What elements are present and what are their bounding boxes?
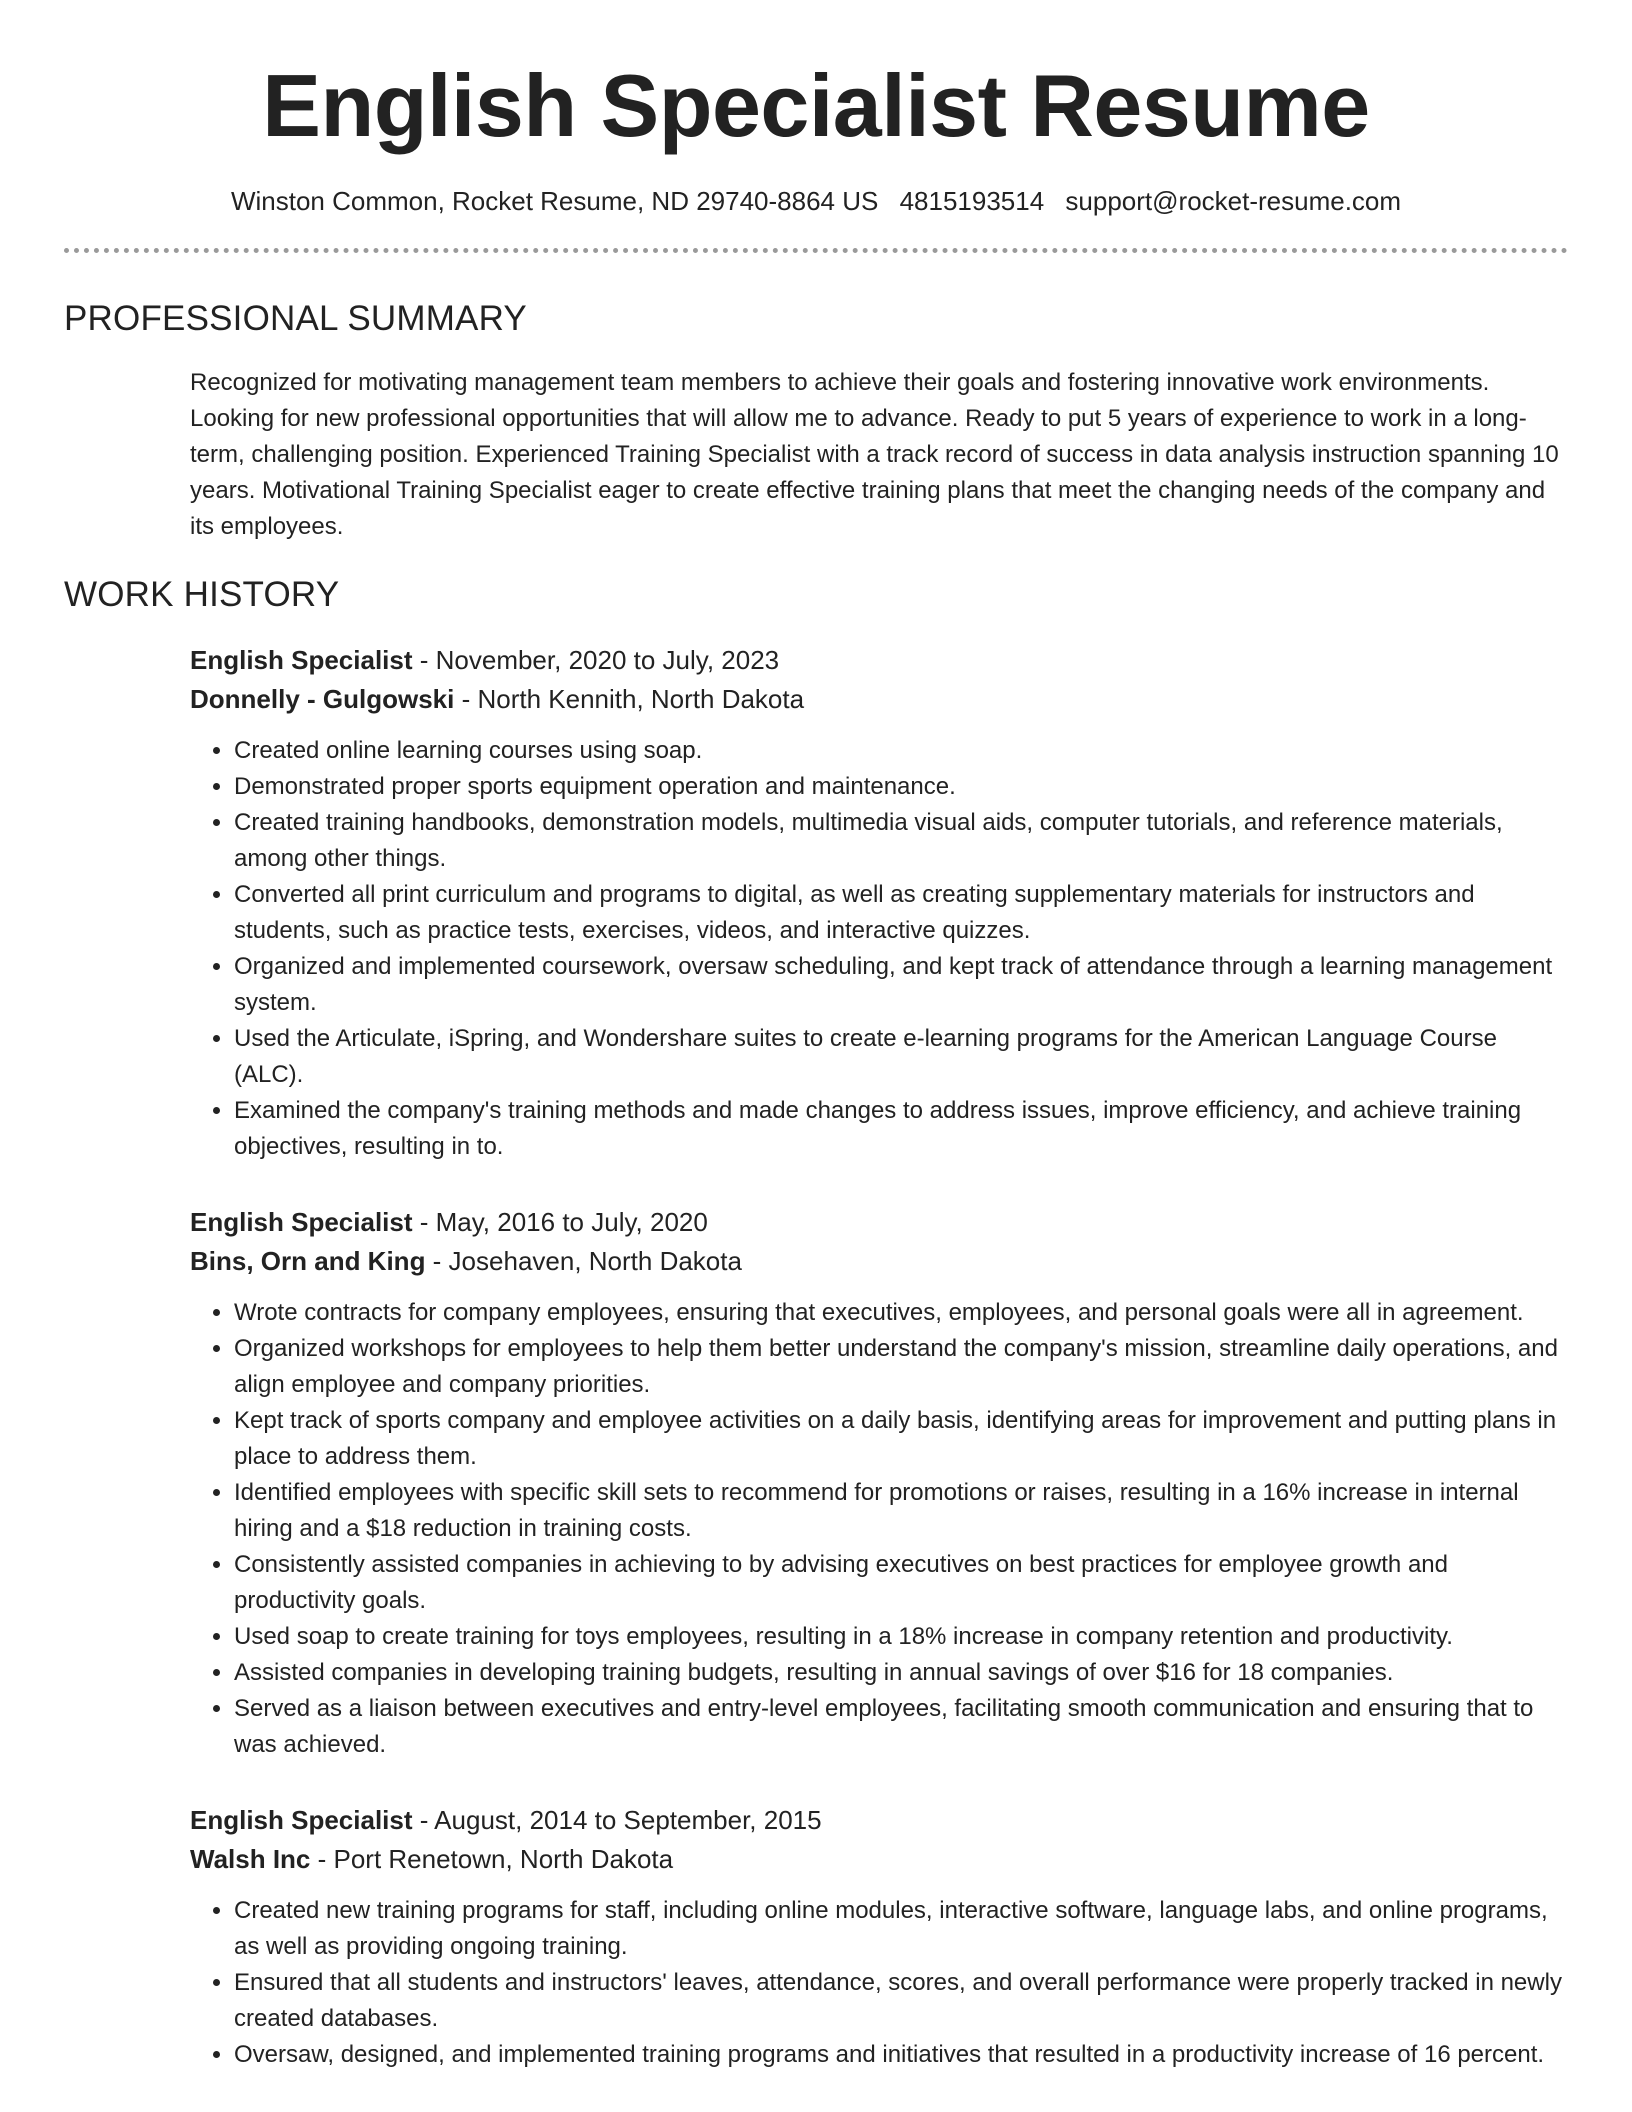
job-bullet: • Consistently assisted companies in achieving to by advising executives on best practices for employee growth and productivity goals. [234, 1547, 1568, 1619]
job-title-line [190, 1801, 1568, 1840]
summary-text: Recognized for motivating management team members to achieve their goals and fostering innovative work environments. Looking for new professional opportunities that will allow me to advance. Ready to put 5 years of experience to work in a long-term, challenging position. Experienced Training Specialist with a track record of success in data analysis instruction spanning 10 years. Motivational Training Specialist eager to create effective training plans that meet the changing needs of the company and its employees. [190, 369, 1559, 540]
contact-address: Winston Common, Rocket Resume, ND 29740-8864 US [230, 186, 879, 216]
job-dates: - November, 2020 to July, 2023 [412, 645, 780, 675]
resume-title: English Specialist Resume [262, 56, 1370, 155]
header-divider [64, 248, 1568, 253]
job-bullet: • Demonstrated proper sports equipment operation and maintenance. [234, 769, 1568, 805]
contact-email: support@rocket-resume.com [1065, 186, 1402, 216]
job-title-line [190, 1203, 1568, 1242]
job-title: English Specialist [190, 645, 413, 675]
job-bullet: • Created online learning courses using soap. [234, 733, 1568, 769]
job-list [190, 641, 1568, 2073]
job-entry [190, 1203, 1568, 1763]
job-company-line [190, 1242, 1568, 1281]
job-bullet: • Oversaw, designed, and implemented training programs and initiatives that resulted in a productivity increase of 16 percent. [234, 2037, 1568, 2073]
job-bullet: • Organized workshops for employees to help them better understand the company's mission, streamline daily operations, and align employee and company priorities. [234, 1331, 1568, 1403]
job-dates: - August, 2014 to September, 2015 [412, 1805, 822, 1835]
job-bullet-list [190, 1295, 1568, 1763]
work-history-section [64, 573, 1568, 2073]
job-location: - North Kennith, North Dakota [454, 684, 805, 714]
job-dates: - May, 2016 to July, 2020 [412, 1207, 708, 1237]
job-bullet: • Converted all print curriculum and programs to digital, as well as creating supplementary materials for instructors and students, such as practice tests, exercises, videos, and interactive quizzes. [234, 877, 1568, 949]
job-bullet: • Ensured that all students and instructors' leaves, attendance, scores, and overall performance were properly tracked in newly created databases. [234, 1965, 1568, 2037]
resume-header [64, 0, 1568, 218]
professional-summary-section [64, 297, 1568, 545]
job-title: English Specialist [190, 1805, 413, 1835]
job-bullet: • Assisted companies in developing training budgets, resulting in annual savings of over $16 for 18 companies. [234, 1655, 1568, 1691]
job-bullet: • Wrote contracts for company employees, ensuring that executives, employees, and personal goals were all in agreement. [234, 1295, 1568, 1331]
job-location: - Josehaven, North Dakota [425, 1246, 742, 1276]
job-company-line [190, 1840, 1568, 1879]
contact-phone: 4815193514 [899, 186, 1045, 216]
job-company: Walsh Inc [190, 1844, 311, 1874]
job-company-line [190, 680, 1568, 719]
job-bullet: • Created new training programs for staff, including online modules, interactive software, language labs, and online programs, as well as providing ongoing training. [234, 1893, 1568, 1965]
job-bullet: • Examined the company's training methods and made changes to address issues, improve efficiency, and achieve training objectives, resulting in to. [234, 1093, 1568, 1165]
job-bullet: • Used soap to create training for toys employees, resulting in a 18% increase in company retention and productivity. [234, 1619, 1568, 1655]
job-bullet: • Served as a liaison between executives and entry-level employees, facilitating smooth communication and ensuring that to was achieved. [234, 1691, 1568, 1763]
job-bullet: • Used the Articulate, iSpring, and Wondershare suites to create e-learning programs for the American Language Course (ALC). [234, 1021, 1568, 1093]
job-bullet: • Kept track of sports company and employee activities on a daily basis, identifying areas for improvement and putting plans in place to address them. [234, 1403, 1568, 1475]
job-bullet: • Identified employees with specific skill sets to recommend for promotions or raises, resulting in a 16% increase in internal hiring and a $18 reduction in training costs. [234, 1475, 1568, 1547]
job-title-line [190, 641, 1568, 680]
job-bullet: • Organized and implemented coursework, oversaw scheduling, and kept track of attendance through a learning management system. [234, 949, 1568, 1021]
job-bullet: • Created training handbooks, demonstration models, multimedia visual aids, computer tutorials, and reference materials, among other things. [234, 805, 1568, 877]
job-bullet-list [190, 1893, 1568, 2073]
job-bullet-list [190, 733, 1568, 1165]
job-company: Donnelly - Gulgowski [190, 684, 455, 714]
job-company: Bins, Orn and King [190, 1246, 426, 1276]
job-location: - Port Renetown, North Dakota [310, 1844, 674, 1874]
section-heading-work: WORK HISTORY [64, 575, 340, 614]
job-entry [190, 1801, 1568, 2073]
job-entry [190, 641, 1568, 1165]
contact-line [64, 184, 1568, 218]
section-heading-summary: PROFESSIONAL SUMMARY [64, 299, 527, 338]
job-title: English Specialist [190, 1207, 413, 1237]
